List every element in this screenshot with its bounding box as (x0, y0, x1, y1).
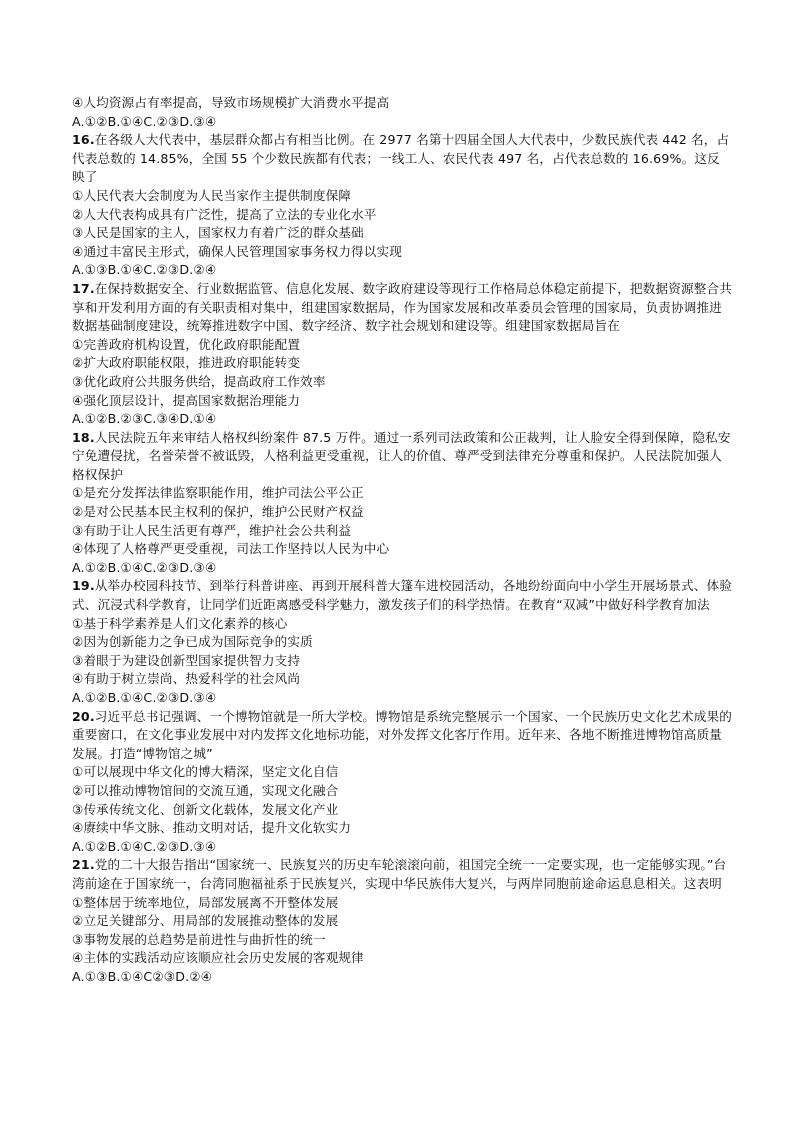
question-text: 人民法院五年来审结人格权纠纷案件 87.5 万件。通过一系列司法政策和公正裁判，让人脸安全得到保障，隐私安宁免遭侵扰，名誉荣誉不被诋毁，人格利益更受重视，让人的价值、尊严受到法律充分尊重和保护。人民法院加强人格权保护 (72, 429, 731, 482)
option: ①整体居于统率地位，局部发展离不开整体发展 (72, 894, 339, 910)
option: ④有助于树立崇尚、热爱科学的社会风尚 (72, 671, 301, 687)
question-stem (72, 131, 732, 187)
answer-choices: A.①②B.①④C.②③D.③④ (72, 559, 217, 575)
option: ③人民是国家的主人，国家权力有着广泛的群众基础 (72, 225, 364, 241)
question-text: 习近平总书记强调、一个博物馆就是一所大学校。博物馆是系统完整展示一个国家、一个民族历史文化艺术成果的重要窗口，在文化事业发展中对内发挥文化地标功能，对外发挥文化客厅作用。近年来、各地不断推进博物馆高质量发展。打造“博物馆之城” (72, 708, 732, 761)
option: ②可以推动博物馆间的交流互通，实现文化融合 (72, 782, 339, 798)
question-17 (72, 280, 732, 429)
option: ③传承传统文化、创新文化载体，发展文化产业 (72, 801, 339, 817)
answer-choices: A.①③B.①④C②③D.②④ (72, 968, 213, 984)
question-21 (72, 856, 732, 986)
question-16 (72, 131, 732, 280)
question-20 (72, 708, 732, 857)
option: ④主体的实践活动应该顺应社会历史发展的客观规律 (72, 950, 364, 966)
question-number: 18. (72, 429, 95, 445)
question-number: 19. (72, 578, 95, 594)
carryover-option: ④人均资源占有率提高，导致市场规模扩大消费水平提高 (72, 95, 390, 110)
question-stem (72, 280, 732, 336)
question-text: 从举办校园科技节、到举行科普讲座、再到开展科普大篷车进校园活动，各地纷纷面向中小学生开展场景式、体验式、沉浸式科学教育，让同学们近距离感受科学魅力，激发孩子们的科学热情。在教育“双减”中做好科学教育加法 (72, 578, 732, 613)
option: ③有助于让人民生活更有尊严，维护社会公共利益 (72, 522, 352, 538)
question-stem (72, 856, 732, 893)
question-19 (72, 577, 732, 707)
question-number: 20. (72, 708, 95, 724)
question-number: 16. (72, 132, 95, 148)
answer-choices: A.①②B.②③C.③④D.①④ (72, 411, 217, 427)
option: ④通过丰富民主形式，确保人民管理国家事务权力得以实现 (72, 243, 403, 259)
carryover-answers: A.①②B.①④C.②③D.③④ (72, 113, 217, 129)
question-18 (72, 429, 732, 578)
option: ②人大代表构成具有广泛性，提高了立法的专业化水平 (72, 206, 377, 222)
option: ③事物发展的总趋势是前进性与曲折性的统一 (72, 931, 326, 947)
option: ②立足关键部分、用局部的发展推动整体的发展 (72, 913, 339, 929)
answer-choices: A.①②B.①④C.②③D.③④ (72, 690, 217, 705)
answer-choices: A.①③B.①④C.②③D.②④ (72, 262, 217, 278)
option: ②扩大政府职能权限，推进政府职能转变 (72, 355, 301, 371)
option: ①完善政府机构设置，优化政府职能配置 (72, 336, 301, 352)
option: ①基于科学素养是人们文化素养的核心 (72, 615, 288, 631)
answer-choices: A.①②B.①④C.②③D.③④ (72, 838, 217, 854)
option: ④强化顶层设计，提高国家数据治理能力 (72, 392, 301, 408)
option: ④赓续中华文脉、推动文明对话，提升文化软实力 (72, 820, 352, 836)
option: ③着眼于为建设创新型国家提供智力支持 (72, 652, 301, 668)
option: ①可以展现中华文化的博大精深，坚定文化自信 (72, 764, 339, 780)
option: ①人民代表大会制度为人民当家作主提供制度保障 (72, 187, 352, 203)
option: ②因为创新能力之争已成为国际竞争的实质 (72, 634, 313, 650)
option: ①是充分发挥法律监察职能作用，维护司法公平公正 (72, 485, 364, 501)
question-text: 党的二十大报告指出“国家统一、民族复兴的历史车轮滚滚向前，祖国完全统一一定要实现，也一定能够实现。”台湾前途在于国家统一，台湾同胞福祉系于民族复兴，实现中华民族伟大复兴，与两岸同胞前途命运息息相关。这表明 (72, 857, 727, 891)
exam-page (72, 94, 732, 987)
question-stem (72, 429, 732, 485)
question-number: 21. (72, 857, 95, 873)
question-number: 17. (72, 280, 95, 296)
question-text: 在各级人大代表中，基层群众都占有相当比例。在 2977 名第十四届全国人大代表中，少数民族代表 442 名，占代表总数的 14.85%，全国 55 个少数民族都有代表；一线工人、农民代表 497 名，占代表总数的 16.69%。这反映了 (72, 132, 730, 185)
question-text: 在保持数据安全、行业数据监管、信息化发展、数字政府建设等现行工作格局总体稳定前提下，把数据资源整合共享和开发利用方面的有关职责相对集中，组建国家数据局，作为国家发展和改革委员会管理的国家局，负责协调推进数据基础制度建设，统筹推进数字中国、数字经济、数字社会规划和建设等。组建国家数据局旨在 (72, 280, 732, 334)
option: ③优化政府公共服务供给，提高政府工作效率 (72, 373, 326, 389)
question-stem (72, 708, 732, 764)
option: ②是对公民基本民主权利的保护，维护公民财产权益 (72, 504, 364, 520)
option: ④体现了人格尊严更受重视，司法工作坚持以人民为中心 (72, 541, 390, 557)
question-stem (72, 577, 732, 614)
